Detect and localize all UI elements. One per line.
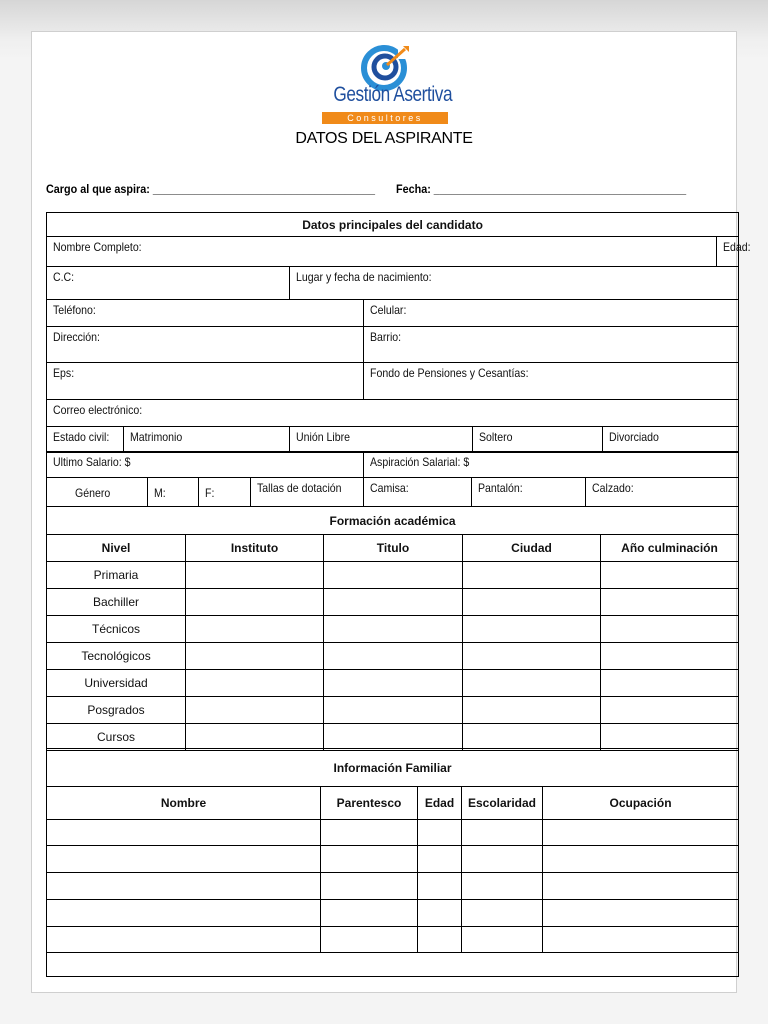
- table-row: [47, 873, 739, 900]
- table-cell[interactable]: [462, 873, 543, 900]
- col-edad: Edad: [418, 787, 462, 820]
- table-cell[interactable]: [543, 820, 739, 846]
- fecha-field[interactable]: Fecha: __________________________________________: [396, 182, 687, 196]
- calzado-field[interactable]: Calzado:: [586, 478, 739, 507]
- table-cell[interactable]: [321, 927, 418, 953]
- cc-field[interactable]: [47, 267, 290, 300]
- table-cell[interactable]: [462, 820, 543, 846]
- table-cell[interactable]: [418, 873, 462, 900]
- genero-f-field[interactable]: F:: [199, 478, 251, 507]
- col-nivel: Nivel: [47, 535, 186, 562]
- table-cell[interactable]: [324, 670, 463, 697]
- table-row: [47, 953, 739, 977]
- col-instituto: Instituto: [186, 535, 324, 562]
- camisa-field[interactable]: Camisa:: [364, 478, 472, 507]
- table-cell[interactable]: [418, 820, 462, 846]
- estado-civil-label: Estado civil:: [47, 427, 124, 453]
- table-cell[interactable]: [462, 846, 543, 873]
- level-label: Técnicos: [47, 616, 186, 643]
- celular-field[interactable]: [364, 300, 739, 327]
- table-cell[interactable]: [324, 724, 463, 751]
- table-row: [47, 562, 739, 589]
- level-label: Cursos: [47, 724, 186, 751]
- table-cell[interactable]: [601, 697, 739, 724]
- logo-name: Gestión Asertiva: [333, 83, 453, 106]
- table-cell[interactable]: [543, 873, 739, 900]
- union-libre-option[interactable]: Unión Libre: [290, 427, 473, 453]
- table-row: [47, 589, 739, 616]
- table-cell[interactable]: [543, 927, 739, 953]
- section-datos-title: Datos principales del candidato: [47, 213, 739, 237]
- table-cell[interactable]: [47, 900, 321, 927]
- level-label: Primaria: [47, 562, 186, 589]
- table-cell[interactable]: [186, 724, 324, 751]
- table-cell[interactable]: [601, 670, 739, 697]
- table-cell[interactable]: [418, 900, 462, 927]
- table-cell[interactable]: [543, 900, 739, 927]
- table-cell[interactable]: [47, 927, 321, 953]
- celular-label: Celular:: [370, 303, 407, 317]
- divorciado-option[interactable]: Divorciado: [603, 427, 739, 453]
- company-logo: [322, 45, 453, 129]
- correo-label: Correo electrónico:: [53, 403, 143, 417]
- col-escolaridad: Escolaridad: [462, 787, 543, 820]
- table-cell[interactable]: [463, 643, 601, 670]
- table-cell[interactable]: [462, 900, 543, 927]
- table-row: [47, 846, 739, 873]
- table-row: [47, 697, 739, 724]
- table-cell[interactable]: [321, 873, 418, 900]
- table-cell[interactable]: [324, 562, 463, 589]
- direccion-field[interactable]: [47, 327, 364, 363]
- table-row: [47, 927, 739, 953]
- tallas-label: Tallas de dotación: [251, 478, 364, 507]
- pantalon-field[interactable]: Pantalón:: [472, 478, 586, 507]
- table-cell[interactable]: [186, 643, 324, 670]
- col-ano: Año culminación: [601, 535, 739, 562]
- table-cell[interactable]: [418, 846, 462, 873]
- table-cell[interactable]: [462, 927, 543, 953]
- direccion-label: Dirección:: [53, 330, 100, 344]
- table-cell[interactable]: [601, 643, 739, 670]
- col-ocupacion: Ocupación: [543, 787, 739, 820]
- table-cell[interactable]: [324, 697, 463, 724]
- table-cell[interactable]: [186, 562, 324, 589]
- table-cell[interactable]: [47, 820, 321, 846]
- col-parentesco: Parentesco: [321, 787, 418, 820]
- barrio-label: Barrio:: [370, 330, 402, 344]
- table-cell[interactable]: [463, 562, 601, 589]
- table-cell[interactable]: [186, 589, 324, 616]
- cargo-field[interactable]: Cargo al que aspira: _____________________________________: [46, 182, 376, 196]
- table-cell[interactable]: [601, 562, 739, 589]
- table-cell[interactable]: [543, 846, 739, 873]
- table-row: [47, 900, 739, 927]
- table-cell[interactable]: [186, 697, 324, 724]
- familiar-table: [46, 748, 739, 977]
- telefono-label: Teléfono:: [53, 303, 96, 317]
- telefono-field[interactable]: [47, 300, 364, 327]
- table-cell[interactable]: [324, 616, 463, 643]
- table-row: [47, 670, 739, 697]
- col-titulo: Titulo: [324, 535, 463, 562]
- level-label: Bachiller: [47, 589, 186, 616]
- eps-label: Eps:: [53, 366, 75, 380]
- col-nombre: Nombre: [47, 787, 321, 820]
- level-label: Tecnológicos: [47, 643, 186, 670]
- formacion-table: [46, 506, 739, 751]
- eps-field[interactable]: [47, 363, 364, 400]
- fondo-field[interactable]: [364, 363, 739, 400]
- cc-label: C.C:: [53, 270, 75, 284]
- ultimo-salario-field[interactable]: Ultimo Salario: $: [47, 452, 364, 478]
- table-cell[interactable]: [463, 589, 601, 616]
- table-cell[interactable]: [324, 589, 463, 616]
- table-cell[interactable]: [463, 670, 601, 697]
- table-row: [47, 724, 739, 751]
- table-cell[interactable]: [463, 616, 601, 643]
- document-title: DATOS DEL ASPIRANTE: [295, 130, 473, 147]
- table-row: [47, 643, 739, 670]
- section-formacion-title: Formación académica: [47, 507, 739, 535]
- table-cell[interactable]: [321, 820, 418, 846]
- level-label: Universidad: [47, 670, 186, 697]
- table-cell[interactable]: [186, 616, 324, 643]
- salario-table: [46, 451, 739, 507]
- document-page: [31, 31, 751, 993]
- table-row: [47, 616, 739, 643]
- table-cell[interactable]: [418, 927, 462, 953]
- table-cell[interactable]: [321, 846, 418, 873]
- barrio-field[interactable]: [364, 327, 739, 363]
- lugar-nacimiento-field[interactable]: [290, 267, 739, 300]
- edad-label: Edad:: [723, 240, 751, 254]
- table-cell[interactable]: [601, 589, 739, 616]
- nombre-label: Nombre Completo:: [53, 240, 142, 254]
- correo-field[interactable]: [47, 400, 739, 427]
- table-cell[interactable]: [463, 724, 601, 751]
- genero-m-field[interactable]: M:: [148, 478, 199, 507]
- table-cell[interactable]: [47, 873, 321, 900]
- genero-label: Género: [47, 478, 148, 507]
- datos-table: [46, 212, 751, 453]
- table-cell[interactable]: [601, 724, 739, 751]
- table-cell[interactable]: [47, 846, 321, 873]
- soltero-option[interactable]: Soltero: [473, 427, 603, 453]
- fondo-label: Fondo de Pensiones y Cesantías:: [370, 366, 529, 380]
- logo-subtitle: Consultores: [322, 112, 448, 124]
- col-ciudad: Ciudad: [463, 535, 601, 562]
- nombre-field[interactable]: [47, 237, 717, 267]
- level-label: Posgrados: [47, 697, 186, 724]
- table-cell[interactable]: [463, 697, 601, 724]
- aspiracion-field[interactable]: Aspiración Salarial: $: [364, 452, 739, 478]
- table-cell[interactable]: [47, 953, 739, 977]
- section-familiar-title: Información Familiar: [47, 749, 739, 787]
- edad-field[interactable]: [717, 237, 751, 267]
- lugar-label: Lugar y fecha de nacimiento:: [296, 270, 432, 284]
- table-cell[interactable]: [601, 616, 739, 643]
- table-cell[interactable]: [186, 670, 324, 697]
- table-row: [47, 820, 739, 846]
- table-cell[interactable]: [324, 643, 463, 670]
- matrimonio-option[interactable]: Matrimonio: [124, 427, 290, 453]
- table-cell[interactable]: [321, 900, 418, 927]
